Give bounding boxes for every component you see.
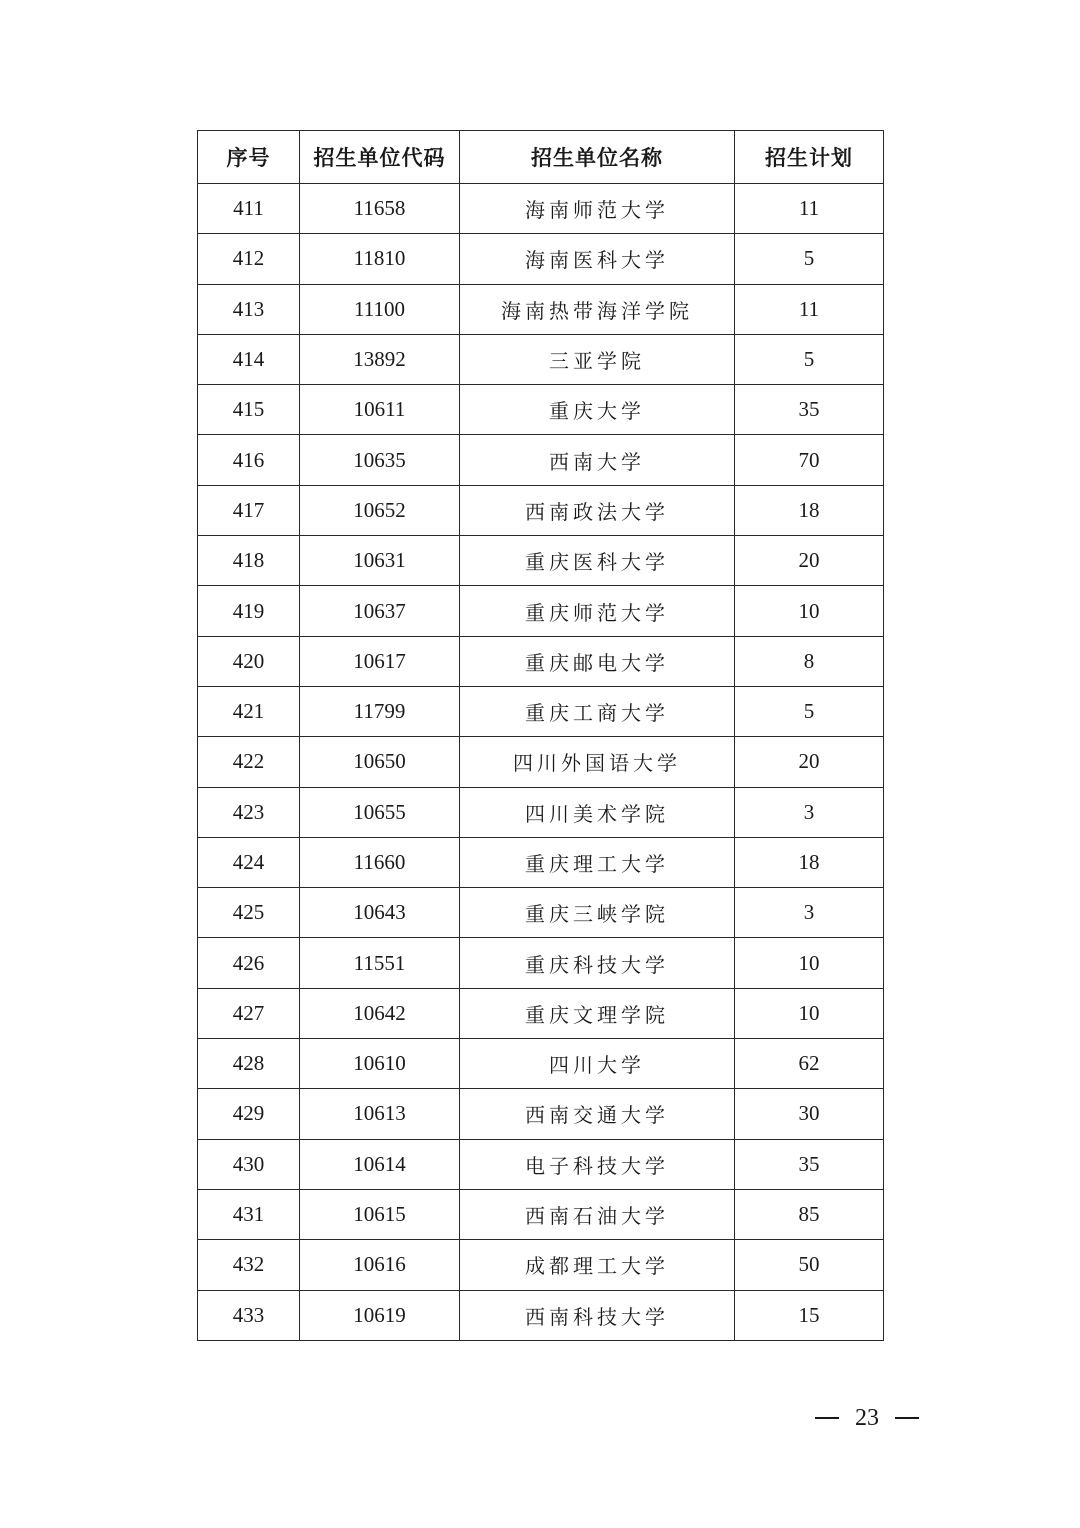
table-row	[198, 284, 884, 334]
cell-unit-name: 四川大学	[460, 1039, 735, 1089]
cell-enrollment-plan: 8	[735, 636, 884, 686]
cell-serial-number: 422	[198, 737, 300, 787]
cell-unit-name: 三亚学院	[460, 334, 735, 384]
cell-enrollment-plan: 30	[735, 1089, 884, 1139]
table-row	[198, 1089, 884, 1139]
cell-enrollment-plan: 10	[735, 586, 884, 636]
cell-enrollment-plan: 3	[735, 888, 884, 938]
table-row	[198, 837, 884, 887]
table-row	[198, 385, 884, 435]
header-unit-code: 招生单位代码	[300, 131, 460, 184]
cell-enrollment-plan: 62	[735, 1039, 884, 1089]
cell-enrollment-plan: 5	[735, 334, 884, 384]
table-row	[198, 988, 884, 1038]
cell-unit-code: 10611	[300, 385, 460, 435]
cell-unit-name: 西南石油大学	[460, 1189, 735, 1239]
table-row	[198, 1189, 884, 1239]
cell-serial-number: 427	[198, 988, 300, 1038]
cell-unit-name: 四川外国语大学	[460, 737, 735, 787]
cell-serial-number: 426	[198, 938, 300, 988]
cell-serial-number: 412	[198, 234, 300, 284]
cell-serial-number: 425	[198, 888, 300, 938]
cell-serial-number: 419	[198, 586, 300, 636]
cell-unit-name: 西南大学	[460, 435, 735, 485]
cell-enrollment-plan: 35	[735, 385, 884, 435]
cell-serial-number: 432	[198, 1240, 300, 1290]
cell-unit-name: 海南医科大学	[460, 234, 735, 284]
table-row	[198, 1240, 884, 1290]
cell-enrollment-plan: 5	[735, 686, 884, 736]
cell-serial-number: 416	[198, 435, 300, 485]
cell-enrollment-plan: 70	[735, 435, 884, 485]
cell-unit-code: 10610	[300, 1039, 460, 1089]
right-dash	[895, 1417, 919, 1419]
cell-unit-name: 重庆大学	[460, 385, 735, 435]
table-row	[198, 1290, 884, 1340]
page-number-footer	[815, 1402, 919, 1434]
cell-unit-name: 重庆工商大学	[460, 686, 735, 736]
cell-unit-code: 10615	[300, 1189, 460, 1239]
table-row	[198, 1039, 884, 1089]
header-row	[198, 131, 884, 184]
cell-enrollment-plan: 10	[735, 938, 884, 988]
cell-unit-code: 10642	[300, 988, 460, 1038]
table-row	[198, 888, 884, 938]
cell-enrollment-plan: 3	[735, 787, 884, 837]
cell-unit-code: 10617	[300, 636, 460, 686]
cell-serial-number: 420	[198, 636, 300, 686]
cell-unit-code: 10635	[300, 435, 460, 485]
cell-unit-code: 10614	[300, 1139, 460, 1189]
cell-serial-number: 414	[198, 334, 300, 384]
cell-enrollment-plan: 85	[735, 1189, 884, 1239]
cell-unit-code: 10616	[300, 1240, 460, 1290]
cell-unit-code: 13892	[300, 334, 460, 384]
cell-enrollment-plan: 50	[735, 1240, 884, 1290]
table-row	[198, 435, 884, 485]
cell-unit-name: 重庆邮电大学	[460, 636, 735, 686]
cell-unit-name: 重庆文理学院	[460, 988, 735, 1038]
enrollment-plan-table	[197, 130, 884, 1341]
table-row	[198, 1139, 884, 1189]
cell-unit-code: 11660	[300, 837, 460, 887]
cell-unit-name: 重庆三峡学院	[460, 888, 735, 938]
table-row	[198, 334, 884, 384]
cell-serial-number: 418	[198, 536, 300, 586]
left-dash	[815, 1417, 839, 1419]
cell-unit-code: 10643	[300, 888, 460, 938]
cell-unit-name: 海南热带海洋学院	[460, 284, 735, 334]
cell-enrollment-plan: 18	[735, 837, 884, 887]
cell-enrollment-plan: 5	[735, 234, 884, 284]
cell-serial-number: 417	[198, 485, 300, 535]
cell-serial-number: 423	[198, 787, 300, 837]
table-row	[198, 184, 884, 234]
header-serial-number: 序号	[198, 131, 300, 184]
cell-enrollment-plan: 11	[735, 284, 884, 334]
cell-enrollment-plan: 18	[735, 485, 884, 535]
cell-unit-name: 海南师范大学	[460, 184, 735, 234]
table-row	[198, 234, 884, 284]
cell-unit-name: 西南政法大学	[460, 485, 735, 535]
table-body	[198, 184, 884, 1341]
header-unit-name: 招生单位名称	[460, 131, 735, 184]
cell-enrollment-plan: 20	[735, 536, 884, 586]
cell-unit-code: 10613	[300, 1089, 460, 1139]
cell-unit-name: 西南交通大学	[460, 1089, 735, 1139]
cell-unit-code: 10631	[300, 536, 460, 586]
cell-serial-number: 433	[198, 1290, 300, 1340]
table-row	[198, 586, 884, 636]
cell-unit-code: 11810	[300, 234, 460, 284]
cell-unit-name: 西南科技大学	[460, 1290, 735, 1340]
header-enrollment-plan: 招生计划	[735, 131, 884, 184]
cell-unit-name: 重庆师范大学	[460, 586, 735, 636]
cell-unit-name: 电子科技大学	[460, 1139, 735, 1189]
cell-enrollment-plan: 11	[735, 184, 884, 234]
table-row	[198, 485, 884, 535]
cell-serial-number: 411	[198, 184, 300, 234]
cell-enrollment-plan: 15	[735, 1290, 884, 1340]
table-row	[198, 938, 884, 988]
cell-serial-number: 428	[198, 1039, 300, 1089]
table-row	[198, 636, 884, 686]
cell-serial-number: 429	[198, 1089, 300, 1139]
cell-unit-code: 10650	[300, 737, 460, 787]
table-row	[198, 536, 884, 586]
cell-unit-code: 11658	[300, 184, 460, 234]
cell-serial-number: 424	[198, 837, 300, 887]
cell-serial-number: 415	[198, 385, 300, 435]
cell-unit-code: 11551	[300, 938, 460, 988]
table-header	[198, 131, 884, 184]
cell-unit-name: 四川美术学院	[460, 787, 735, 837]
cell-serial-number: 430	[198, 1139, 300, 1189]
cell-enrollment-plan: 35	[735, 1139, 884, 1189]
cell-unit-code: 10655	[300, 787, 460, 837]
cell-unit-code: 10652	[300, 485, 460, 535]
table-row	[198, 686, 884, 736]
cell-enrollment-plan: 10	[735, 988, 884, 1038]
cell-unit-code: 11799	[300, 686, 460, 736]
table-row	[198, 737, 884, 787]
page-number: 23	[855, 1404, 879, 1431]
cell-unit-name: 重庆医科大学	[460, 536, 735, 586]
cell-serial-number: 421	[198, 686, 300, 736]
cell-unit-name: 重庆科技大学	[460, 938, 735, 988]
cell-serial-number: 413	[198, 284, 300, 334]
cell-unit-code: 10637	[300, 586, 460, 636]
cell-unit-name: 成都理工大学	[460, 1240, 735, 1290]
cell-unit-code: 11100	[300, 284, 460, 334]
cell-serial-number: 431	[198, 1189, 300, 1239]
cell-unit-name: 重庆理工大学	[460, 837, 735, 887]
table-row	[198, 787, 884, 837]
cell-unit-code: 10619	[300, 1290, 460, 1340]
cell-enrollment-plan: 20	[735, 737, 884, 787]
